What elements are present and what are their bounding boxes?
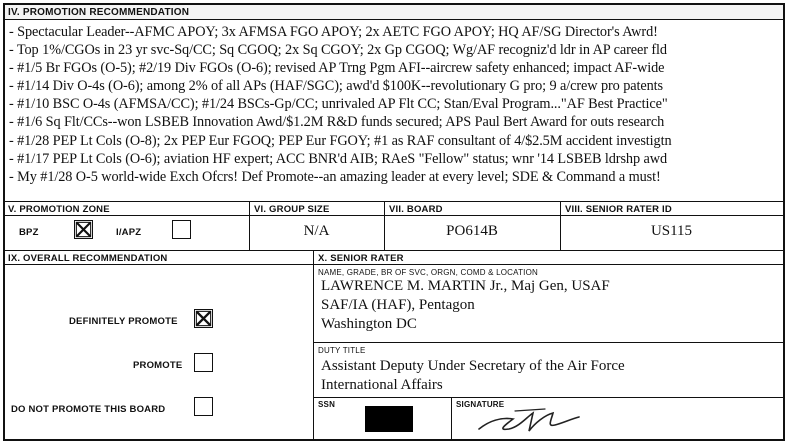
bpz-checkbox[interactable]: [74, 220, 93, 239]
section-v-header: V. PROMOTION ZONE: [8, 204, 110, 215]
signature-label: SIGNATURE: [456, 400, 505, 409]
bullet-line: - Spectacular Leader--AFMC APOY; 3x AFMSA FGO APOY; 2x AETC FGO APOY; HQ AF/SG Director's Awrd!: [9, 24, 658, 40]
divider: [313, 342, 783, 343]
promote-checkbox[interactable]: [194, 353, 213, 372]
senior-rater-org: SAF/IA (HAF), Pentagon: [321, 297, 475, 313]
promotion-bullets: [9, 23, 783, 186]
x-mark-icon: [195, 310, 212, 327]
ssn-redaction: [365, 406, 413, 432]
iapz-checkbox[interactable]: [172, 220, 191, 239]
do-not-promote-checkbox[interactable]: [194, 397, 213, 416]
divider: [5, 201, 783, 202]
divider: [5, 215, 783, 216]
x-mark-icon: [75, 221, 92, 238]
bullet-line: - #1/6 Sq Flt/CCs--won LSBEB Innovation Awd/$1.2M R&D funds secured; APS Paul Bert Award for outs research: [9, 114, 665, 131]
bullet-line: - #1/28 PEP Lt Cols (O-8); 2x PEP Eur FGOQ; PEP Eur FGOY; #1 as RAF consultant of 4/$2.5M accident investigtn: [9, 132, 672, 149]
bullet-line: - #1/5 Br FGOs (O-5); #2/19 Div FGOs (O-6); revised AP Trng Pgm AFI--aircrew safety enhanced; impact AF-wide: [9, 60, 665, 77]
bullet-line: - #1/10 BSC O-4s (AFMSA/CC); #1/24 BSCs-Gp/CC; unrivaled AP Flt CC; Stan/Eval Program..."AF Best Practice": [9, 96, 668, 113]
section-iv-header: IV. PROMOTION RECOMMENDATION: [5, 5, 783, 20]
divider: [5, 264, 783, 265]
section-vii-header: VII. BOARD: [389, 204, 443, 215]
duty-title-line: International Affairs: [321, 377, 443, 393]
duty-title-line: Assistant Deputy Under Secretary of the Air Force: [321, 358, 625, 374]
senior-rater-location: Washington DC: [321, 316, 417, 332]
divider: [451, 397, 452, 439]
bullet-line: - #1/14 Div O-4s (O-6); among 2% of all APs (HAF/SGC); awd'd $100K--revolutionary G pro; 9 a/crew pro patents: [9, 78, 663, 95]
board-value: PO614B: [446, 223, 498, 239]
section-vi-header: VI. GROUP SIZE: [254, 204, 330, 215]
definitely-promote-label: DEFINITELY PROMOTE: [69, 316, 178, 327]
promote-label: PROMOTE: [133, 360, 183, 371]
divider: [313, 250, 314, 439]
group-size-value: N/A: [303, 223, 330, 239]
name-grade-label: NAME, GRADE, BR OF SVC, ORGN, COMD & LOCATION: [318, 268, 538, 277]
divider: [5, 250, 783, 251]
do-not-promote-label: DO NOT PROMOTE THIS BOARD: [11, 404, 166, 415]
promotion-recommendation-form: [3, 3, 785, 441]
section-viii-header: VIII. SENIOR RATER ID: [565, 204, 672, 215]
iapz-label: I/APZ: [116, 227, 142, 238]
bullet-line: - My #1/28 O-5 world-wide Exch Ofcrs! Def Promote--an amazing leader at every level; SDE & Command a must!: [9, 168, 661, 185]
bullet-line: - Top 1%/CGOs in 23 yr svc-Sq/CC; Sq CGOQ; 2x Sq CGOY; 2x Gp CGOQ; Wg/AF recogniz'd ldr in AP career fld: [9, 42, 667, 59]
definitely-promote-checkbox[interactable]: [194, 309, 213, 328]
bpz-label: BPZ: [19, 227, 39, 238]
section-ix-header: IX. OVERALL RECOMMENDATION: [8, 253, 168, 264]
duty-title-label: DUTY TITLE: [318, 346, 366, 355]
bullet-line: - #1/17 PEP Lt Cols (O-6); aviation HF expert; ACC BNR'd AIB; RAeS "Fellow" status; wnr '14 LSBEB ldrshp awd: [9, 150, 667, 167]
ssn-label: SSN: [318, 400, 336, 409]
divider: [313, 397, 783, 398]
senior-rater-id-value: US115: [650, 223, 693, 239]
section-x-header: X. SENIOR RATER: [318, 253, 404, 264]
senior-rater-name: LAWRENCE M. MARTIN Jr., Maj Gen, USAF: [321, 278, 610, 294]
